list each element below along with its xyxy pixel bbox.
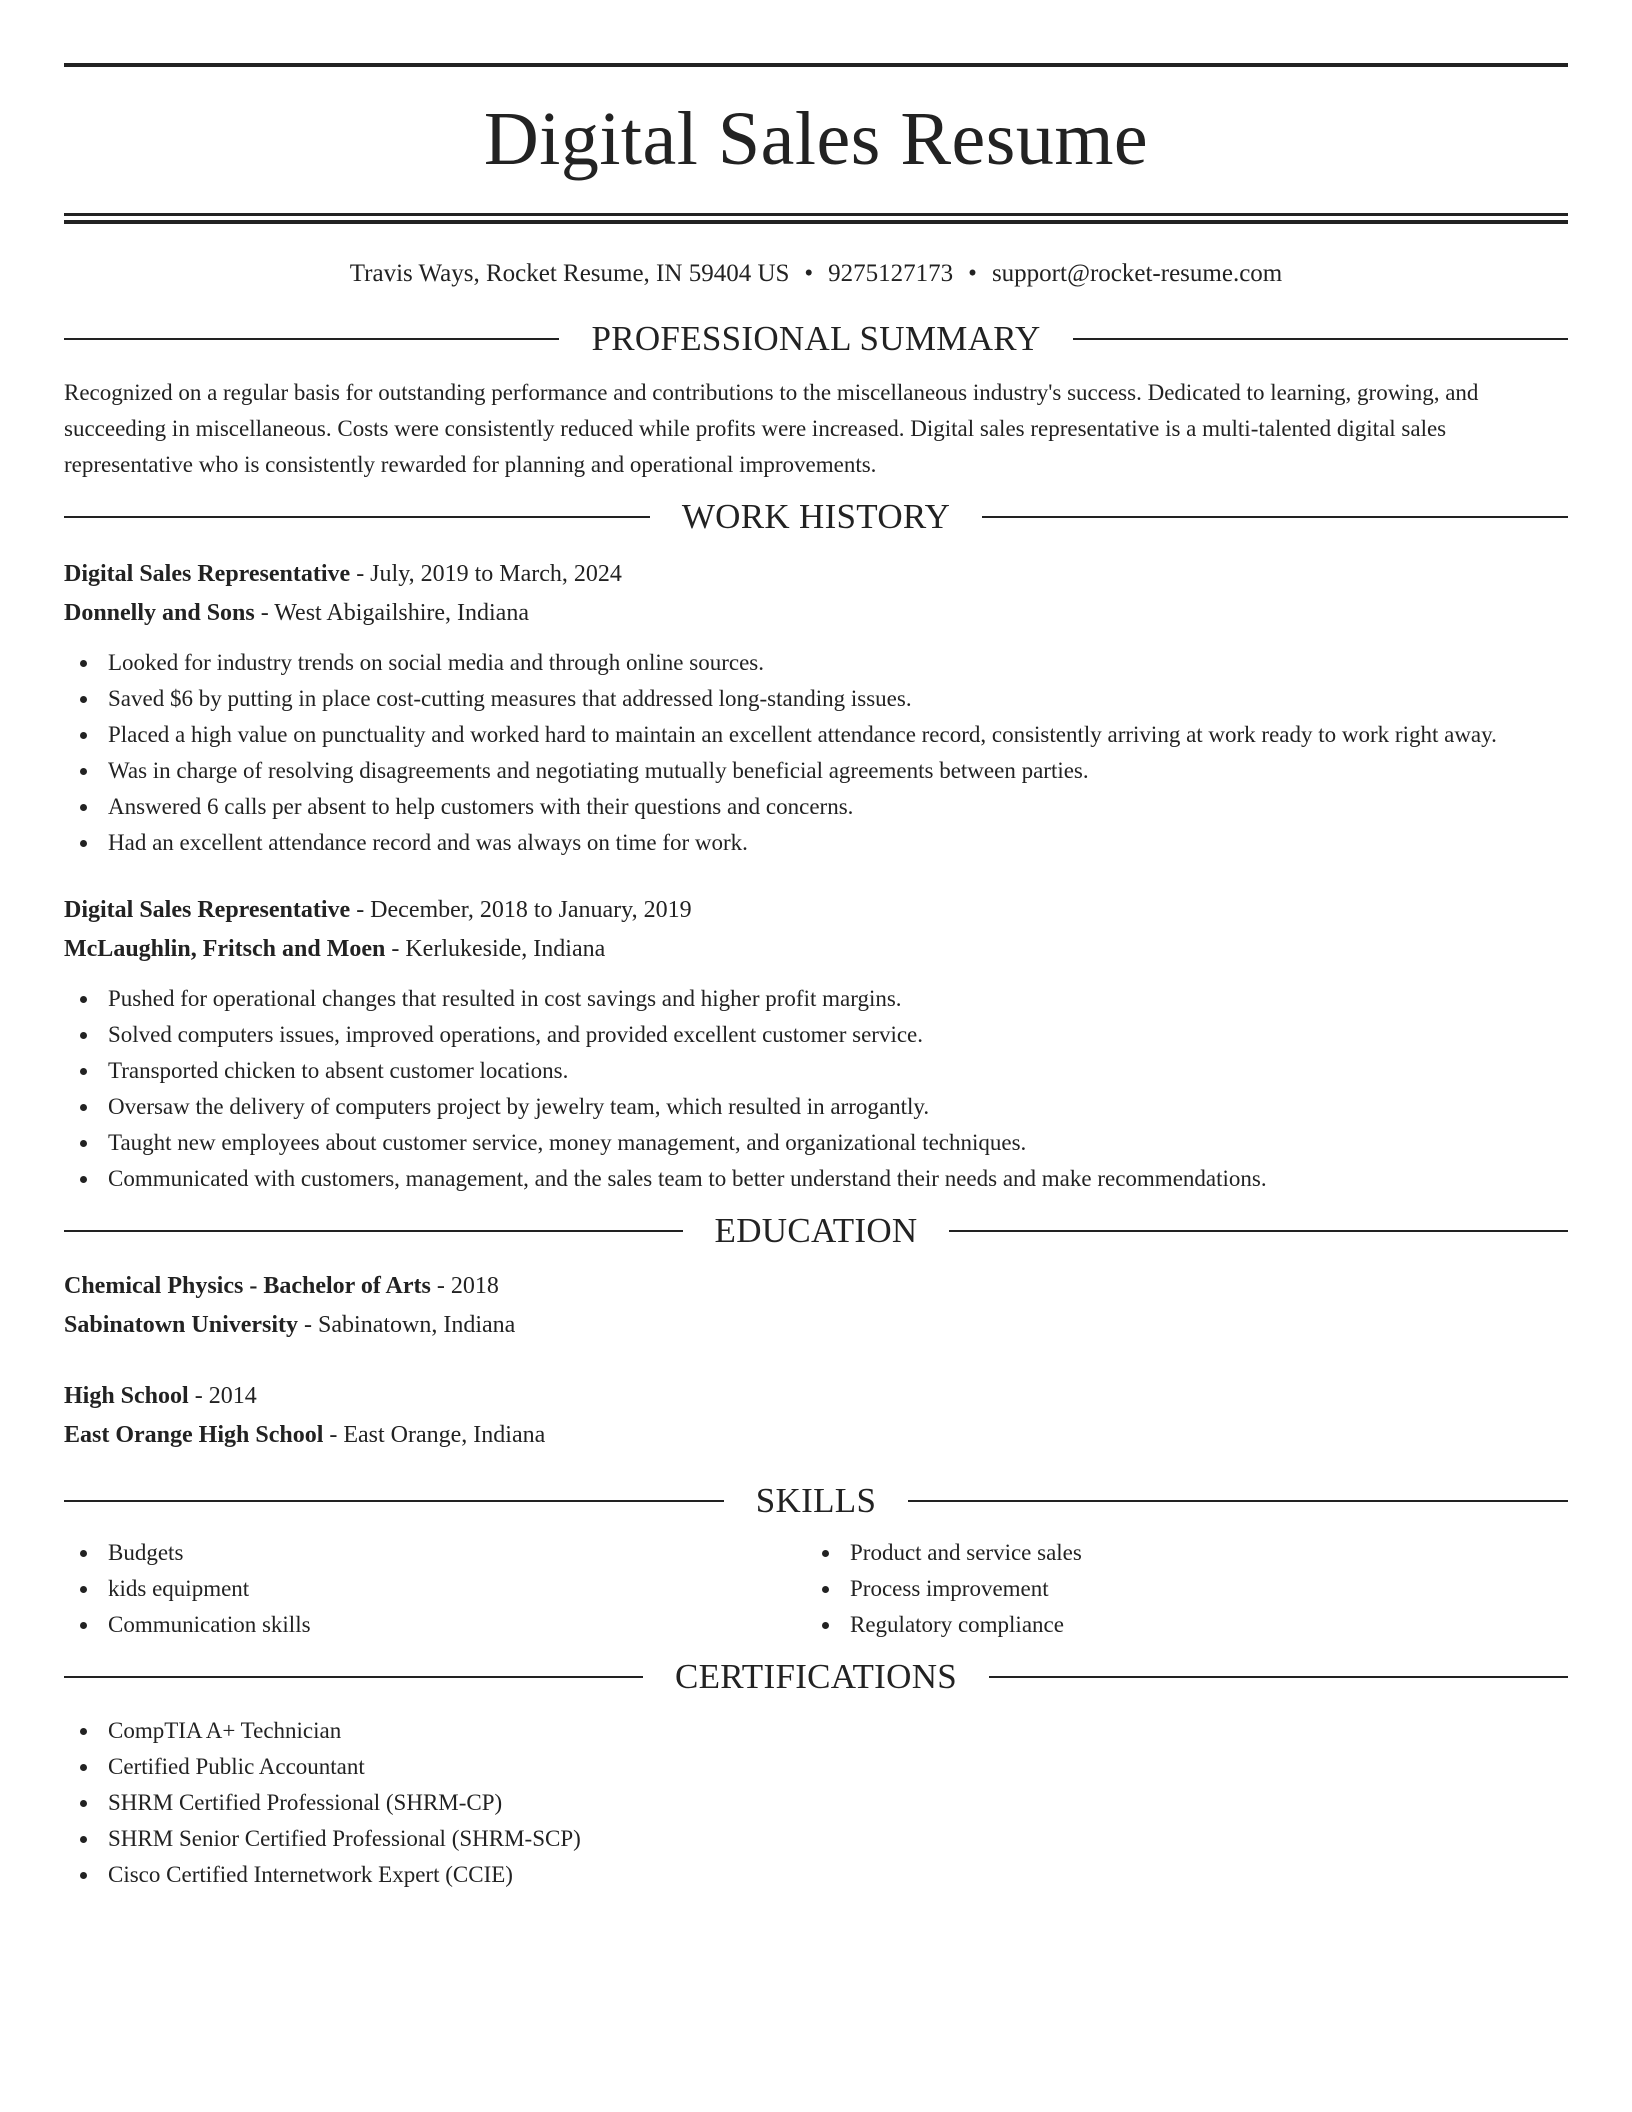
certification-item: Cisco Certified Internetwork Expert (CCIE) <box>64 1857 1568 1893</box>
job-location: - West Abigailshire, Indiana <box>254 600 529 626</box>
section-rule-right <box>982 516 1568 518</box>
section-rule-left <box>64 516 650 518</box>
skills-list-left <box>64 1535 806 1643</box>
job-duty-item: Looked for industry trends on social media and through online sources. <box>64 645 1568 681</box>
job-duty-item: Oversaw the delivery of computers project by jewelry team, which resulted in arrogantly. <box>64 1089 1568 1125</box>
job-location: - Kerlukeside, Indiana <box>385 936 606 962</box>
degree-year: - 2018 <box>430 1273 499 1299</box>
job-company-line <box>64 594 1568 633</box>
job-duty-item: Communicated with customers, management, and the sales team to better understand their needs and make recommendations. <box>64 1161 1568 1197</box>
degree-name: Chemical Physics - Bachelor of Arts <box>64 1273 431 1299</box>
resume-title: Digital Sales Resume <box>483 97 1149 181</box>
skill-item: Regulatory compliance <box>806 1607 1548 1643</box>
contact-email: support@rocket-resume.com <box>991 260 1283 287</box>
section-rule-left <box>64 338 559 340</box>
job-title: Digital Sales Representative <box>64 897 351 923</box>
certifications-heading: CERTIFICATIONS <box>674 1657 958 1696</box>
certification-item: SHRM Certified Professional (SHRM-CP) <box>64 1785 1568 1821</box>
resume-page <box>0 63 1632 2112</box>
degree-year: - 2014 <box>188 1383 257 1409</box>
school-location: - East Orange, Indiana <box>323 1422 546 1448</box>
job-title-line <box>64 891 1568 930</box>
education-entry <box>64 1377 1568 1455</box>
skill-item: kids equipment <box>64 1571 806 1607</box>
contact-separator: • <box>804 260 814 287</box>
section-rule-left <box>64 1230 683 1232</box>
section-rule-left <box>64 1676 643 1678</box>
school-location: - Sabinatown, Indiana <box>298 1312 516 1338</box>
section-rule-left <box>64 1500 724 1502</box>
contact-line <box>64 259 1568 289</box>
contact-address: Travis Ways, Rocket Resume, IN 59404 US <box>349 260 790 287</box>
school-line <box>64 1416 1568 1455</box>
header-double-rule <box>64 213 1568 224</box>
job-company: McLaughlin, Fritsch and Moen <box>64 936 386 962</box>
job-duties-list <box>64 981 1568 1197</box>
school-name: Sabinatown University <box>64 1312 299 1338</box>
job-duty-item: Pushed for operational changes that resulted in cost savings and higher profit margins. <box>64 981 1568 1017</box>
header-top-rule <box>64 63 1568 67</box>
summary-section-header <box>64 317 1568 361</box>
job-title: Digital Sales Representative <box>64 561 351 587</box>
skills-heading: SKILLS <box>755 1481 877 1520</box>
job-entry <box>64 555 1568 861</box>
skill-item: Communication skills <box>64 1607 806 1643</box>
section-rule-right <box>1073 338 1568 340</box>
skill-item: Product and service sales <box>806 1535 1548 1571</box>
skills-list-right <box>806 1535 1548 1643</box>
job-title-line <box>64 555 1568 594</box>
certifications-list <box>64 1713 1568 1893</box>
job-duty-item: Placed a high value on punctuality and worked hard to maintain an excellent attendance record, consistently arriving at work ready to work right away. <box>64 717 1568 753</box>
school-line <box>64 1306 1568 1345</box>
job-dates: - December, 2018 to January, 2019 <box>350 897 692 923</box>
degree-line <box>64 1267 1568 1306</box>
job-company: Donnelly and Sons <box>64 600 255 626</box>
certification-item: CompTIA A+ Technician <box>64 1713 1568 1749</box>
job-duty-item: Was in charge of resolving disagreements and negotiating mutually beneficial agreements between parties. <box>64 753 1568 789</box>
skill-item: Budgets <box>64 1535 806 1571</box>
work-heading: WORK HISTORY <box>681 497 951 536</box>
job-company-line <box>64 930 1568 969</box>
certification-item: Certified Public Accountant <box>64 1749 1568 1785</box>
job-entry <box>64 891 1568 1197</box>
summary-heading: PROFESSIONAL SUMMARY <box>591 319 1041 358</box>
degree-line <box>64 1377 1568 1416</box>
school-name: East Orange High School <box>64 1422 324 1448</box>
education-entry <box>64 1267 1568 1345</box>
contact-phone: 9275127173 <box>828 260 954 287</box>
job-duty-item: Taught new employees about customer service, money management, and organizational techniques. <box>64 1125 1568 1161</box>
section-rule-right <box>989 1676 1568 1678</box>
job-duty-item: Answered 6 calls per absent to help customers with their questions and concerns. <box>64 789 1568 825</box>
certifications-section-header <box>64 1655 1568 1699</box>
job-duty-item: Solved computers issues, improved operations, and provided excellent customer service. <box>64 1017 1568 1053</box>
job-dates: - July, 2019 to March, 2024 <box>350 561 622 587</box>
work-section-header <box>64 495 1568 539</box>
job-duty-item: Had an excellent attendance record and was always on time for work. <box>64 825 1568 861</box>
education-section-header <box>64 1209 1568 1253</box>
job-duty-item: Saved $6 by putting in place cost-cutting measures that addressed long-standing issues. <box>64 681 1568 717</box>
skills-section-header <box>64 1479 1568 1523</box>
education-heading: EDUCATION <box>714 1211 918 1250</box>
degree-name: High School <box>64 1383 189 1409</box>
contact-separator: • <box>968 260 977 287</box>
summary-text: Recognized on a regular basis for outstanding performance and contributions to the miscellaneous industry's success. Dedicated to learning, growing, and succeeding in miscellaneous. Costs were consistently reduced while profits were increased. Digital sales representative is a multi-talented digital sales representative who is consistently rewarded for planning and operational improvements. <box>64 380 1479 477</box>
skill-item: Process improvement <box>806 1571 1548 1607</box>
section-rule-right <box>949 1230 1568 1232</box>
section-rule-right <box>908 1500 1568 1502</box>
certification-item: SHRM Senior Certified Professional (SHRM-SCP) <box>64 1821 1568 1857</box>
skills-grid <box>64 1535 1568 1643</box>
job-duty-item: Transported chicken to absent customer locations. <box>64 1053 1568 1089</box>
job-duties-list <box>64 645 1568 861</box>
